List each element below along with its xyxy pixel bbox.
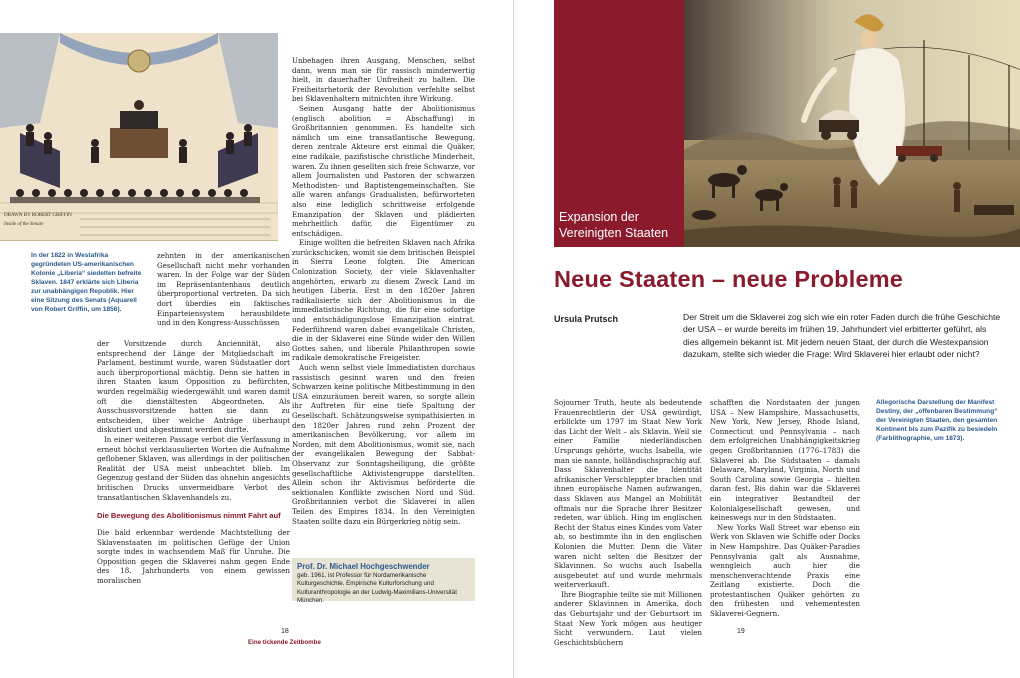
article-byline: Ursula Prutsch xyxy=(554,314,619,324)
section-label-block xyxy=(554,0,684,247)
col-a-paragraph-2: In einer weiteren Passage verbot die Verfassung in erneut höchst verklausulierten Worten die Aufnahme geflohener Sklaven, was allerdings in der politischen Realität der USA meist unbeachtet blieb. Im Gegenzug gestand der Süden das ohnehin angesichts britischen Drucks unvermeidbare Verbot des transatlantischen Sklavenhandels zu. xyxy=(97,434,290,502)
left-column-a-top xyxy=(157,251,290,328)
senate-scene-drawing xyxy=(0,33,278,241)
manifest-destiny-painting xyxy=(684,0,1020,247)
illustration-title-text: Inside of the Senate xyxy=(4,222,44,227)
col-c-paragraph-2: Ihre Biographie teilte sie mit Millionen anderer Sklavinnen in Amerika, doch das Geburtsjahr und der Geburtsort im Staat New York mögen aus heutiger Sicht verwundern. Laut vielen Geschichtsbüchern xyxy=(554,589,702,647)
right-column-d xyxy=(710,398,860,619)
section-label-line-2: Vereinigten Staaten xyxy=(559,226,669,240)
col-a-top-paragraph: zehnten in der amerikanischen Gesellschaft nicht mehr vorhanden waren. In der Folge war der Süden im Repräsentantenhaus deutlich überproportional vertreten. Da sich dort überdies ein faktisches Einparteiensystem herausbildete und in den Kongress-Ausschüssen xyxy=(157,251,290,328)
col-b-paragraph-1: Unbehagen ihren Ausgang, Menschen, selbst dann, wenn man sie für rassisch minderwertig hielt, in dauerhafter Unfreiheit zu halten. Die Freiheitsrhetorik der Revolution verfehlte selbst bei Sklavenhaltern mitnichten ihre Wirkung. xyxy=(292,56,475,104)
article-lead: Der Streit um die Sklaverei zog sich wie ein roter Faden durch die frühe Geschichte der USA – er wurde bereits im frühen 19. Jahrhundert viel erbitterter geführt, als dies allgemein bekannt ist. Mit jedem neuen Staat, der durch die Westexpansion dazukam, stellte sich wieder die Frage: Wird Sklaverei hier erlaubt oder nicht? xyxy=(683,312,1001,360)
illustration-caption: In der 1822 in Westafrika gegründeten US-amerikanischen Kolonie „Liberia“ siedelten befreite Sklaven. 1847 erklärte sich Liberia zur unabhängigen Republik. Hier eine Sitzung des Senats (Aquarell von Robert Griffin, um 1856). xyxy=(31,252,142,313)
running-title: Eine tickende Zeitbombe xyxy=(248,639,321,646)
left-column-a xyxy=(97,339,290,586)
col-c-paragraph-1: Sojourner Truth, heute als bedeutende Frauenrechtlerin der USA gewürdigt, erblickte um 1797 im Staat New York das Licht der Welt – als Sklavin. Weil sie einer Familie niederländischen Ursprungs gehörte, wuchs Isabella, wie man sie nannte, holländischsprachig auf. Dass Sklavenhalter die Identität afrikanischer Verschleppter brachen und ihnen europäische Namen aufzwangen, dass Sklaven aus Mangel an Mobilität oftmals nur die Sprache ihrer Besitzer redeten, war üblich. Hing im englischen Recht der Status eines Kindes vom Vater ab, so bestimmte ihn in den englischen Kolonien die Mutter. Denn die Väter waren nicht selten die Besitzer der Sklavinnen. So wuchs auch Isabella ausgebeutet auf und wurde mehrmals weiterverkauft. xyxy=(554,398,702,590)
section-subheading: Die Bewegung des Abolitionismus nimmt Fahrt auf xyxy=(97,511,281,521)
col-d-paragraph-1: schafften die Nordstaaten der jungen USA – New Hampshire, Massachusetts, New York, New Jersey, Rhode Island, Connecticut und Pennsylvania – nach dem erfolgreichen Unabhängigkeitskrieg gegen Großbritannien (1776–1783) die Sklaverei ab. Die Südstaaten – damals Delaware, Maryland, Virginia, North und South Carolina sowie Georgia – hielten daran fest. Bis dahin war die Sklaverei ein integrativer Bestandteil der Kolonialgesellschaft gewesen, und keineswegs nur in den Südstaaten. xyxy=(710,398,860,523)
right-column-c xyxy=(554,398,702,647)
col-b-paragraph-4: Auch wenn selbst viele Immediatisten durchaus rassistisch gesinnt waren und den freien Schwarzen keine politische Mitbestimmung in den USA einzuräumen bereit waren, so sorgte allein ihr Auftreten für eine tiefe Spaltung der Gesellschaft. Schätzungsweise sympathisierten in den 1820er Jahren rund zehn Prozent der amerikanischen Bevölkerung, vor allem im Norden, mit dem Abolitionismus, womit sie, nach der evangelikalen Bewegung der Sabbat-Observanz zur Sonntagsheiligung, die größte gesellschaftliche Aktivistengruppe darstellten. Allein schon ihr Aktivismus beförderte die sektionalen Konflikte zwischen Nord und Süd. Großbritannien verbot die Sklaverei in allen Teilen des Empires 1834. In den Vereinigten Staaten sollte dazu ein Bürgerkrieg nötig sein. xyxy=(292,363,475,526)
col-d-paragraph-2: New Yorks Wall Street war ebenso ein Werk von Sklaven wie Schiffe oder Docks in New Hampshire. Das Quäker-Paradies Pennsylvania galt als Ausnahme, wenngleich auch hier die menschenverachtende Praxis eine Zeitlang existierte. Doch die protestantischen Quäker gehörten zu den frühesten und vehementesten Sklaverei-Gegnern. xyxy=(710,522,860,619)
col-b-paragraph-3: Einige wollten die befreiten Sklaven nach Afrika zurückschicken, womit sie dem britischen Beispiel in Sierra Leone folgten. Die American Colonization Society, der viele Sklavenhalter angehörten, erwarb zu diesem Zweck Land im heutigen Liberia. Erst in den 1820er Jahren radikalisierte sich der Abolitionismus in die immediatistische Richtung, die für eine sofortige und entschädigungslose Emanzipation eintrat. Federführend waren dabei evangelikale Christen, die in der Sklaverei eine Sünde wider den Willen Gottes sahen, und liberale Philanthropen sowie radikale demokratische Freigeister. xyxy=(292,238,475,363)
author-bio: geb. 1961, ist Professor für Nordamerikanische Kulturgeschichte, Empirische Kulturforschung und Kulturanthropologie an der Ludwig-Maximilians-Universität München. xyxy=(297,572,457,605)
col-b-paragraph-2: Seinen Ausgang hatte der Abolitionismus (englisch abolition = Abschaffung) in Großbritannien genommen. Es handelte sich nämlich um eine transatlantische Bewegung, deren zentrale Akteure erst einmal die Quäker, eine radikale, pazifistische christliche Minderheit, waren. Zu ihnen gesellten sich freie Schwarze, vor allem Journalisten und Pastoren der schwarzen Methodisten- und Baptistengemeinschaften. Sie alle waren anfangs Gradualisten, befürworteten also eine lediglich schrittweise erfolgende Emanzipation der Sklaven und plädierten mehrheitlich dafür, die Eigentümer zu entschädigen. xyxy=(292,103,475,238)
col-a-paragraph-3: Die bald erkennbar werdende Machtstellung der Sklavenstaaten im politischen Gefüge der Union sorgte indes in wachsendem Maß für Unruhe. Die Opposition gegen die Sklaverei nahm gegen Ende des 18. Jahrhunderts von einem gewissen moralischen xyxy=(97,528,290,586)
senate-watercolor-illustration xyxy=(0,33,278,241)
article-headline: Neue Staaten – neue Probleme xyxy=(554,266,904,292)
author-info-box xyxy=(292,558,475,605)
section-label xyxy=(559,209,668,241)
author-name: Prof. Dr. Michael Hochgeschwender xyxy=(297,562,430,571)
painting-caption: Allegorische Darstellung der Manifest Destiny, der „offenbaren Bestimmung“ der Vereinigten Staaten, den gesamten Kontinent bis zum Pazifik zu besiedeln (Farblithographie, um 1873). xyxy=(876,399,998,442)
page-number-left: 18 xyxy=(281,628,289,635)
american-progress-drawing xyxy=(684,0,1020,247)
illustration-banner-text: DRAWN BY ROBERT GRIFFIN xyxy=(4,213,72,218)
right-page xyxy=(513,0,1020,678)
section-label-line-1: Expansion der xyxy=(559,210,639,224)
page-number-right: 19 xyxy=(737,628,745,635)
left-column-b xyxy=(292,56,475,526)
col-a-wide-paragraph: der Vorsitzende durch Anciennität, also entsprechend der Länge der Mitgliedschaft im Parlament, bestimmt wurde, waren Südstaatler dort auch überproportional mächtig. Denn sie hatten in ihren Staaten kaum Opposition zu befürchten, wurden regelmäßig wiedergewählt und waren damit oft die dienstältesten Abgeordneten. Als Ausschussvorsitzende hatten sie dann zu entscheiden, über welche Anträge überhaupt diskutiert und abgestimmt werden durfte. xyxy=(97,339,290,435)
